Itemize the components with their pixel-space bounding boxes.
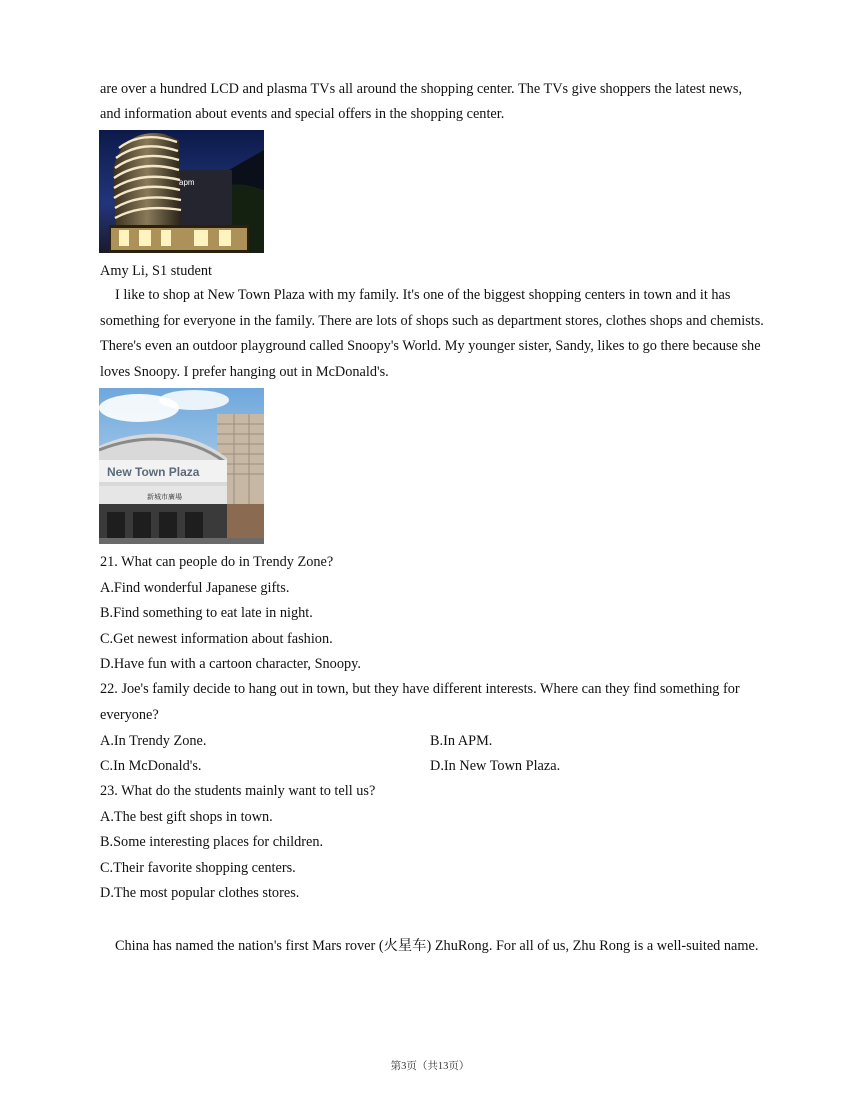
question-22-option-c: C.In McDonald's. [100, 758, 202, 774]
question-23-option-a: A.The best gift shops in town. [100, 809, 273, 825]
apm-building-photo [99, 130, 264, 253]
question-22-option-b: B.In APM. [430, 733, 493, 749]
question-23-stem: 23. What do the students mainly want to tell us? [100, 783, 376, 799]
question-21-option-b: B.Find something to eat late in night. [100, 605, 313, 621]
passage-line: are over a hundred LCD and plasma TVs all around the shopping center. The TVs give shoppers the latest news, [100, 81, 743, 97]
question-23-option-c: C.Their favorite shopping centers. [100, 860, 296, 876]
page-number-footer: 第3页（共13页） [390, 1061, 470, 1072]
next-passage-paragraph: China has named the nation's first Mars rover (火星车) ZhuRong. For all of us, Zhu Rong is a well-suited name. [115, 938, 759, 954]
question-21-option-c: C.Get newest information about fashion. [100, 631, 333, 647]
question-21-stem: 21. What can people do in Trendy Zone? [100, 554, 334, 570]
ntp-sign-chinese-text: 新城市廣場 [147, 493, 182, 501]
question-21-option-a: A.Find wonderful Japanese gifts. [100, 580, 290, 596]
question-22-option-d: D.In New Town Plaza. [430, 758, 561, 774]
passage-line: and information about events and special offers in the shopping center. [100, 106, 505, 122]
ntp-sign-text: New Town Plaza [107, 465, 200, 479]
new-town-plaza-photo [99, 388, 264, 544]
question-22-stem: 22. Joe's family decide to hang out in town, but they have different interests. Where can they find something for everyone? [100, 681, 740, 723]
apm-sign-text: apm [179, 178, 195, 187]
question-22-option-a: A.In Trendy Zone. [100, 733, 207, 749]
student-name: Amy Li, S1 student [100, 263, 212, 279]
question-21-option-d: D.Have fun with a cartoon character, Snoopy. [100, 656, 361, 672]
question-23-option-b: B.Some interesting places for children. [100, 834, 324, 850]
student-paragraph: I like to shop at New Town Plaza with my family. It's one of the biggest shopping centers in town and it has something for everyone in the family. There are lots of shops such as department stores, clothes shops and chemists. There's even an outdoor playground called Snoopy's World. My younger sister, Sandy, likes to go there because she loves Snoopy. I prefer hanging out in McDonald's. [100, 287, 764, 380]
question-23-option-d: D.The most popular clothes stores. [100, 885, 300, 901]
